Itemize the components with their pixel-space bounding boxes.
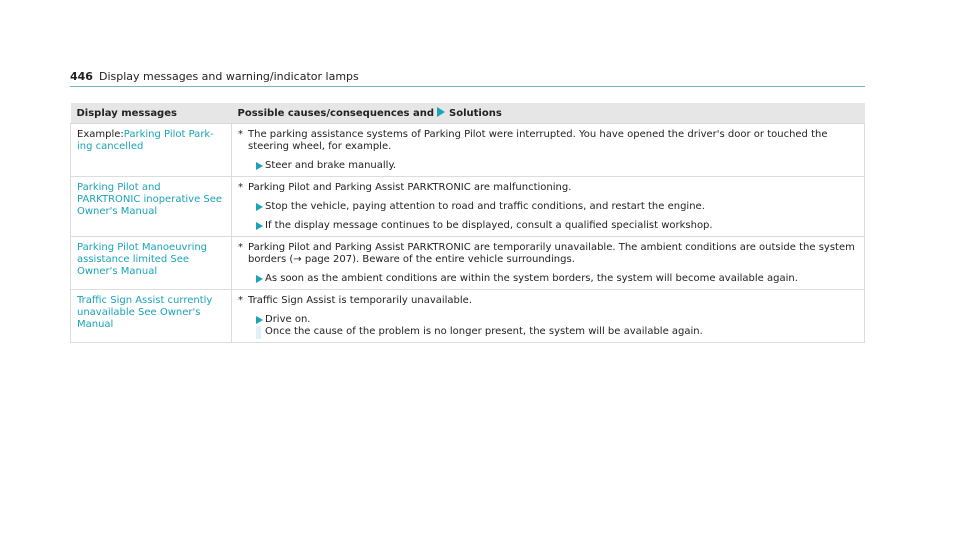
solution-note-text: Once the cause of the problem is no longer present, the system will be available again.	[265, 326, 703, 337]
solution-text: Stop the vehicle, paying attention to road and traffic conditions, and restart the engine.	[265, 201, 705, 212]
table-row	[71, 124, 865, 177]
display-message-text: Traffic Sign Assist currently unavailable See Owner's Manual	[77, 295, 213, 330]
message-cell	[71, 237, 232, 290]
triangle-icon	[437, 107, 445, 117]
page-header	[70, 70, 865, 87]
cause-text: The parking assistance systems of Parking Pilot were interrupted. You have opened the driver's door or touched the steering wheel, for example.	[248, 129, 828, 152]
solution-step	[238, 201, 858, 213]
col-header-causes-solutions	[232, 103, 865, 124]
table-header-row	[71, 103, 865, 124]
triangle-icon	[256, 316, 263, 324]
asterisk-marker: *	[238, 129, 243, 140]
message-cell	[71, 290, 232, 343]
cause-text-block	[238, 242, 858, 266]
message-cell	[71, 177, 232, 237]
triangle-icon	[256, 222, 263, 230]
display-messages-table	[70, 103, 865, 343]
asterisk-marker: *	[238, 295, 243, 306]
display-message-text: Parking Pilot and PARKTRONIC inoperative See Owner's Manual	[77, 182, 223, 217]
cause-text: Parking Pilot and Parking Assist PARKTRONIC are malfunctioning.	[248, 182, 572, 193]
page-number: 446	[70, 70, 93, 83]
col-header-solutions: Solutions	[449, 108, 502, 119]
solution-step	[238, 220, 858, 232]
cause-text-block	[238, 129, 858, 153]
display-message-text: Parking Pilot Park-ing cancelled	[77, 129, 214, 152]
solution-text: Steer and brake manually.	[265, 160, 397, 171]
note-indicator-bar	[256, 326, 261, 339]
solution-step	[238, 160, 858, 172]
cause-text-block	[238, 182, 858, 194]
message-cell	[71, 124, 232, 177]
page-title: Display messages and warning/indicator lamps	[98, 70, 359, 83]
solution-text: As soon as the ambient conditions are within the system borders, the system will become available again.	[265, 273, 798, 284]
cause-cell	[232, 237, 865, 290]
asterisk-marker: *	[238, 242, 243, 253]
message-prefix: Example:	[77, 129, 124, 140]
triangle-icon	[256, 162, 263, 170]
cause-cell	[232, 290, 865, 343]
triangle-icon	[256, 203, 263, 211]
table-row	[71, 177, 865, 237]
cause-text: Parking Pilot and Parking Assist PARKTRONIC are temporarily unavailable. The ambient conditions are outside the system borders (→ page 207). Beware of the entire vehicle surroundings.	[248, 242, 855, 265]
cause-cell	[232, 177, 865, 237]
col-header-display-messages: Display messages	[71, 103, 232, 124]
solution-text: If the display message continues to be displayed, consult a qualified specialist workshop.	[265, 220, 713, 231]
display-message-text: Parking Pilot Manoeuvring assistance limited See Owner's Manual	[77, 242, 208, 277]
table-row	[71, 237, 865, 290]
solution-text: Drive on.	[265, 314, 311, 325]
cause-text: Traffic Sign Assist is temporarily unavailable.	[248, 295, 473, 306]
col-header-causes: Possible causes/consequences and	[237, 108, 435, 119]
cause-cell	[232, 124, 865, 177]
solution-step	[238, 273, 858, 285]
asterisk-marker: *	[238, 182, 243, 193]
cause-text-block	[238, 295, 858, 307]
solution-step	[238, 314, 858, 338]
table-row	[71, 290, 865, 343]
triangle-icon	[256, 275, 263, 283]
